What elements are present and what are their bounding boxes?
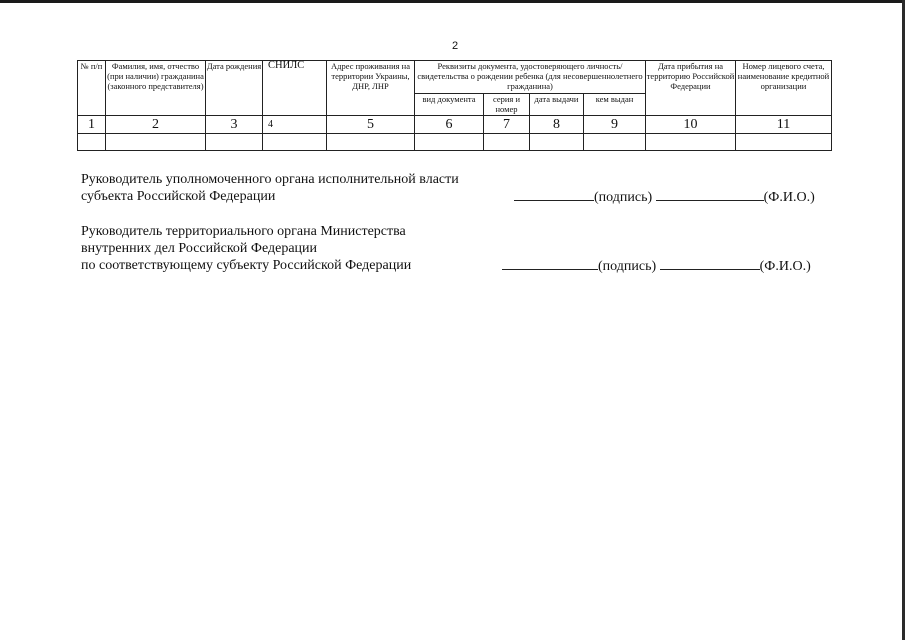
header-address: Адрес проживания на территории Украины, ДНР, ЛНР bbox=[327, 61, 415, 116]
column-number: 4 bbox=[263, 116, 327, 134]
signature-title-line: Руководитель территориального органа Министерства bbox=[81, 224, 406, 239]
name-blank bbox=[656, 188, 764, 201]
signature-title-line: субъекта Российской Федерации bbox=[81, 189, 276, 204]
signature-block-executive bbox=[81, 171, 459, 205]
table-cell bbox=[646, 134, 736, 151]
column-number: 6 bbox=[415, 116, 484, 134]
scan-edge-top bbox=[0, 0, 905, 3]
header-birth-date: Дата рождения bbox=[206, 61, 263, 116]
empty-data-row bbox=[78, 134, 832, 151]
name-label: (Ф.И.О.) bbox=[763, 190, 815, 205]
table-cell bbox=[584, 134, 646, 151]
table-cell bbox=[415, 134, 484, 151]
column-number: 8 bbox=[530, 116, 584, 134]
signature-title-line: внутренних дел Российской Федерации bbox=[81, 241, 318, 256]
table-cell bbox=[530, 134, 584, 151]
header-issued-by: кем выдан bbox=[584, 94, 646, 116]
signature-title-line: по соответствующему субъекту Российской Федерации bbox=[81, 258, 412, 273]
column-number: 5 bbox=[327, 116, 415, 134]
header-number: № п/п bbox=[78, 61, 106, 116]
table-cell bbox=[78, 134, 106, 151]
column-number: 1 bbox=[78, 116, 106, 134]
signature-fields-interior bbox=[502, 257, 811, 275]
table-cell bbox=[327, 134, 415, 151]
header-snils: СНИЛС bbox=[263, 61, 327, 116]
header-arrival-date: Дата прибытия на территорию Российской Федерации bbox=[646, 61, 736, 116]
signature-blank bbox=[502, 257, 598, 270]
signature-label: (подпись) bbox=[598, 259, 657, 274]
table-cell bbox=[206, 134, 263, 151]
signature-fields-executive bbox=[514, 188, 815, 206]
page-number: 2 bbox=[452, 40, 459, 52]
header-document-type: вид документа bbox=[415, 94, 484, 116]
signature-label: (подпись) bbox=[594, 190, 653, 205]
header-series-number: серия и номер bbox=[484, 94, 530, 116]
signature-block-interior bbox=[81, 223, 411, 274]
header-issue-date: дата выдачи bbox=[530, 94, 584, 116]
table-cell bbox=[106, 134, 206, 151]
table-cell bbox=[263, 134, 327, 151]
name-blank bbox=[660, 257, 760, 270]
header-identity-document: Реквизиты документа, удостоверяющего личность/ свидетельства о рождении ребенка (для несовершеннолетнего гражданина) bbox=[415, 61, 646, 94]
column-number: 9 bbox=[584, 116, 646, 134]
column-number: 11 bbox=[736, 116, 832, 134]
column-number-row bbox=[78, 116, 832, 134]
table-cell bbox=[736, 134, 832, 151]
name-label: (Ф.И.О.) bbox=[759, 259, 811, 274]
signature-blank bbox=[514, 188, 594, 201]
column-number: 7 bbox=[484, 116, 530, 134]
column-number: 3 bbox=[206, 116, 263, 134]
signature-title-line: Руководитель уполномоченного органа исполнительной власти bbox=[81, 172, 459, 187]
header-bank-account: Номер лицевого счета, наименование кредитной организации bbox=[736, 61, 832, 116]
header-full-name: Фамилия, имя, отчество (при наличии) гражданина (законного представителя) bbox=[106, 61, 206, 116]
column-number: 2 bbox=[106, 116, 206, 134]
column-number: 10 bbox=[646, 116, 736, 134]
registry-table bbox=[77, 60, 832, 151]
table-cell bbox=[484, 134, 530, 151]
header-row bbox=[78, 61, 832, 94]
